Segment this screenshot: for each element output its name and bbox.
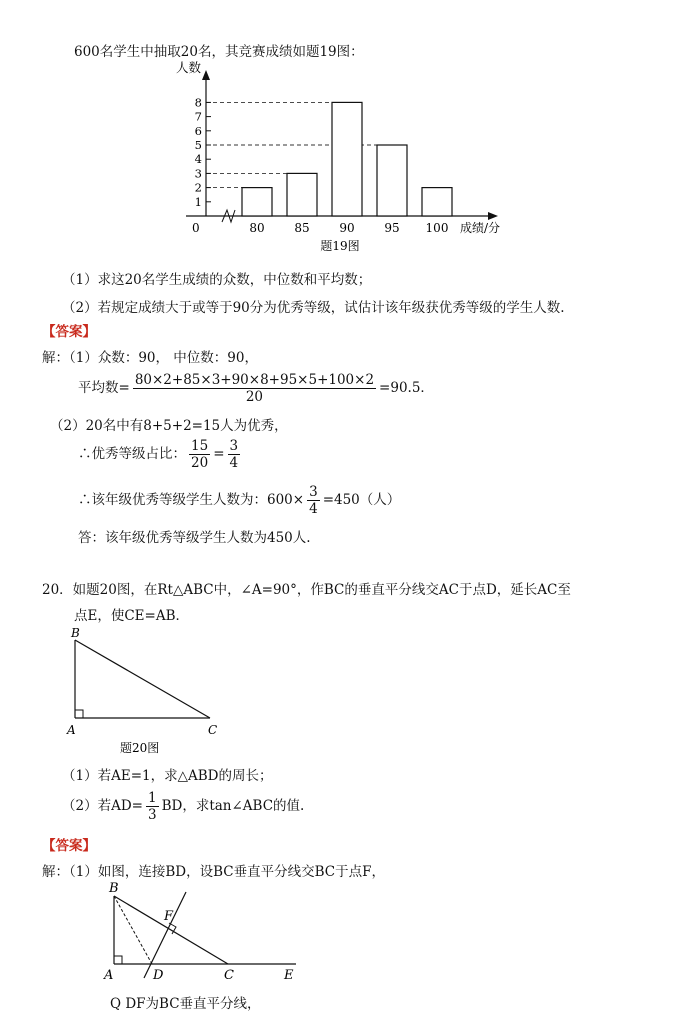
q20-part2-num: 1: [147, 790, 157, 806]
ratio-fraction-2: [228, 438, 241, 471]
q20-part2-prefix: （2）若AD=: [62, 798, 143, 814]
bar-90: [332, 102, 362, 216]
x-axis-label: 成绩/分: [460, 221, 501, 235]
a19-estimate: [78, 484, 400, 517]
a19-line1: 解：（1）众数：90， 中位数：90，: [42, 350, 258, 366]
label-b: B: [71, 626, 80, 640]
a20-line1: 解：（1）如图，连接BD，设BC垂直平分线交BC于点F，: [42, 864, 385, 880]
y-tick-label-8: 8: [194, 95, 202, 110]
bar-chart-q19: [150, 58, 530, 258]
ratio-eq: =: [213, 446, 225, 462]
label-f: F: [164, 909, 174, 924]
ratio-f1-num: 15: [191, 438, 209, 454]
side-bc: [75, 640, 210, 718]
x-tick-label-85: 85: [294, 221, 310, 235]
y-axis-label: 人数: [176, 60, 202, 75]
estimate-fraction: [307, 484, 320, 517]
q20-part2: [62, 790, 304, 823]
label-c: C: [208, 723, 218, 737]
x-tick-label-95: 95: [384, 221, 400, 235]
q19-part1: （1）求这20名学生成绩的众数，中位数和平均数；: [62, 272, 372, 288]
mean-prefix: 平均数=: [78, 380, 130, 396]
ratio-prefix: ∴优秀等级占比：: [78, 446, 186, 462]
ratio-f2-den: 4: [229, 455, 239, 471]
answer-label-19: 【答案】: [42, 324, 96, 340]
origin-label: 0: [192, 221, 200, 235]
seg-bd-dashed: [114, 896, 152, 964]
a19-ratio: [78, 438, 243, 471]
mean-fraction: [133, 372, 376, 405]
y-tick-label-7: 7: [194, 109, 202, 124]
x-tick-label-80: 80: [249, 221, 265, 235]
a19-conclusion: 答：该年级优秀等级学生人数为450人.: [78, 530, 311, 546]
q20-part2-den: 3: [147, 807, 157, 823]
label-b2: B: [109, 881, 119, 896]
seg-bc: [114, 896, 228, 964]
bar-100: [422, 188, 452, 216]
a19-part2-line: （2）20名中有8+5+2=15人为优秀，: [50, 418, 288, 434]
chart-title: 题19图: [320, 239, 360, 253]
bar-80: [242, 188, 272, 216]
label-c2: C: [224, 968, 234, 983]
right-angle-a: [114, 956, 122, 964]
bar-85: [287, 173, 317, 216]
figure-caption-q20: 题20图: [120, 741, 160, 755]
estimate-frac-num: 3: [309, 484, 318, 500]
bar-95: [377, 145, 407, 216]
y-axis-arrow: [202, 70, 210, 80]
figure-q20: [60, 624, 230, 764]
estimate-result: =450（人）: [322, 492, 401, 508]
y-tick-label-4: 4: [194, 152, 202, 167]
q20-stem-line1: 20．如题20图，在Rt△ABC中，∠A=90°，作BC的垂直平分线交AC于点D，延长AC至: [42, 582, 571, 598]
q20-stem-line2: 点E，使CE=AB．: [74, 608, 190, 624]
q20-part1: （1）若AE=1，求△ABD的周长；: [62, 768, 273, 784]
mean-numerator: 80×2+85×3+90×8+95×5+100×2: [134, 372, 375, 388]
ratio-f2-num: 3: [229, 438, 239, 454]
y-tick-label-2: 2: [194, 180, 202, 195]
y-tick-label-3: 3: [194, 166, 202, 181]
label-e: E: [284, 968, 294, 983]
ratio-f1-den: 20: [191, 455, 209, 471]
intro-text: 600名学生中抽取20名，其竞赛成绩如题19图：: [74, 44, 364, 60]
figure-solution-q20: [100, 878, 310, 990]
label-a2: A: [104, 968, 114, 983]
mean-result: =90.5．: [379, 380, 434, 396]
x-tick-label-100: 100: [425, 221, 449, 235]
y-tick-label-1: 1: [194, 194, 202, 209]
ratio-fraction-1: [189, 438, 210, 471]
x-axis-arrow: [488, 212, 498, 220]
estimate-frac-den: 4: [309, 501, 318, 517]
y-tick-label-5: 5: [194, 138, 202, 152]
a19-mean: [78, 372, 434, 405]
q20-part2-fraction: [146, 790, 159, 823]
answer-label-20: 【答案】: [42, 838, 96, 854]
mean-denominator: 20: [245, 389, 264, 405]
a20-last-line: Q DF为BC垂直平分线，: [110, 996, 261, 1012]
label-d: D: [153, 968, 164, 983]
x-tick-label-90: 90: [339, 221, 355, 235]
q20-part2-suffix: BD，求tan∠ABC的值.: [161, 798, 305, 814]
q19-part2: （2）若规定成绩大于或等于90分为优秀等级，试估计该年级获优秀等级的学生人数.: [62, 300, 565, 316]
label-a: A: [67, 723, 76, 737]
estimate-prefix: ∴该年级优秀等级学生人数为：600×: [78, 492, 305, 508]
y-tick-label-6: 6: [194, 123, 202, 138]
right-angle-mark: [75, 710, 83, 718]
